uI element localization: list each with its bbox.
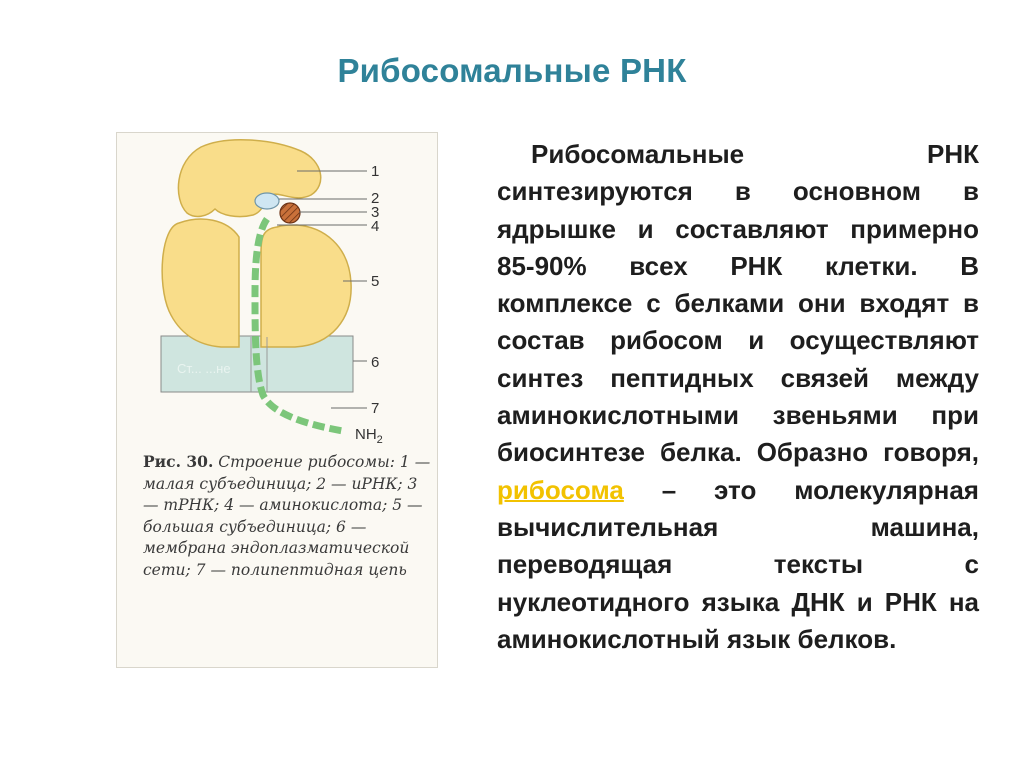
figure-number: Рис. 30. (143, 452, 214, 471)
large-subunit-right (261, 225, 351, 347)
label-2: 2 (371, 190, 380, 207)
label-1: 1 (371, 163, 380, 180)
ribosome-diagram (117, 133, 439, 669)
figure-caption-text: Строение рибосомы: 1 — малая субъединица; 2 — иРНК; 3 — тРНК; 4 — аминокислота; 5 — большая субъединица; 6 — мембрана эндоплазматической сети; 7 — полипептидная цепь (143, 453, 431, 579)
label-3: 3 (371, 204, 380, 221)
trna (280, 203, 300, 223)
ribosome-link[interactable]: рибосома (497, 474, 624, 505)
figure-caption (143, 451, 433, 582)
mrna (255, 193, 279, 209)
label-4: 4 (371, 218, 380, 235)
body-text-start: Рибосомальные РНК синтезируются в основном в ядрышке и составляют примерно 85-90% всех РНК клетки. В комплексе с белками они входят в состав рибосом и осуществляют синтез пептидных связей между аминокислотными звеньями при биосинтезе белка. Образно говоря, (497, 139, 979, 468)
nh2-label: $NH_2$ (355, 426, 383, 446)
ribosome-figure (116, 132, 438, 668)
label-5: 5 (371, 273, 380, 290)
body-text-end: – это молекулярная вычислительная машина, переводящая тексты с нуклеотидного языка ДНК и РНК на аминокислотный язык белков. (497, 474, 979, 654)
label-7: 7 (371, 400, 380, 417)
slide-title: Рибосомальные РНК (337, 52, 687, 89)
label-6: 6 (371, 354, 380, 371)
small-subunit (178, 140, 320, 217)
body-paragraph (497, 136, 979, 658)
large-subunit-left (162, 219, 239, 347)
membrane-text: Ст... ...не (177, 361, 231, 376)
